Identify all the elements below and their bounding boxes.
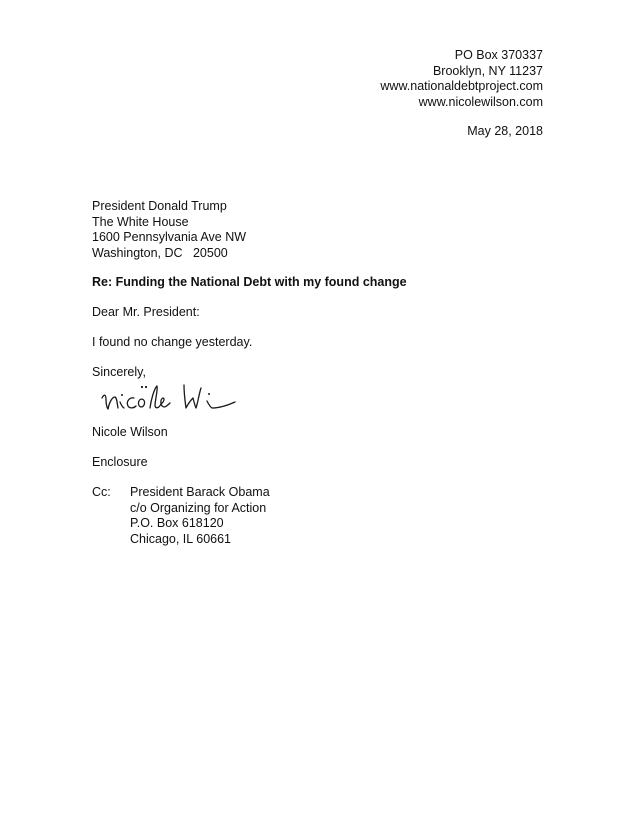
handwritten-signature <box>98 378 248 418</box>
recipient-city: Washington, DC 20500 <box>92 245 228 260</box>
cc-box: P.O. Box 618120 <box>130 516 224 530</box>
subject-line: Re: Funding the National Debt with my found change <box>92 275 407 289</box>
cc-org: c/o Organizing for Action <box>130 500 267 515</box>
recipient-address-block <box>92 199 246 261</box>
sender-website-2: www.nicolewilson.com <box>418 94 543 109</box>
cc-name: President Barack Obama <box>130 485 270 499</box>
sender-website-1: www.nationaldebtproject.com <box>380 79 543 93</box>
closing: Sincerely, <box>92 365 146 379</box>
sender-city: Brooklyn, NY 11237 <box>432 63 543 78</box>
sender-address-block <box>380 48 543 110</box>
salutation: Dear Mr. President: <box>92 305 200 319</box>
cc-city: Chicago, IL 60661 <box>130 531 232 546</box>
enclosure-note: Enclosure <box>92 455 148 469</box>
cc-address-block <box>130 485 270 547</box>
cc-label: Cc: <box>92 485 111 499</box>
letter-date: May 28, 2018 <box>467 124 543 138</box>
signer-name: Nicole Wilson <box>92 425 168 439</box>
recipient-org: The White House <box>92 214 189 229</box>
sender-po-box: PO Box 370337 <box>454 48 543 62</box>
recipient-street: 1600 Pennsylvania Ave NW <box>92 230 247 244</box>
letter-body: I found no change yesterday. <box>92 335 253 349</box>
recipient-name: President Donald Trump <box>92 199 227 213</box>
